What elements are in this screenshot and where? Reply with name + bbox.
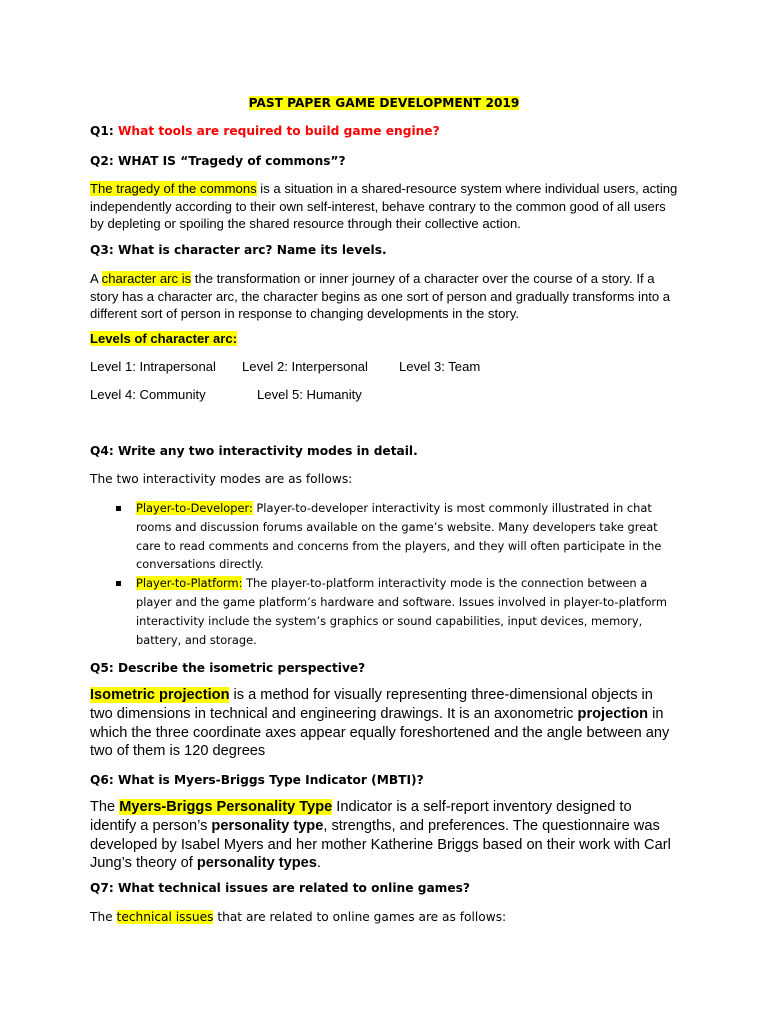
bullet-icon (116, 506, 121, 511)
answer-6-text-2: , strengths, and preferences. The questionnaire was developed by Isabel Myers and her mother Katherine Briggs based on their work with Carl Jung’s theory of (90, 817, 671, 872)
answer-3-highlight: character arc is (101, 271, 192, 286)
interactivity-modes-list (90, 499, 682, 649)
mode-name: Player-to-Developer: (136, 501, 253, 515)
answer-3 (90, 270, 678, 323)
answer-5-rest: in which the three coordinate axes appear equally foreshortened and the angle between any two of them is 120 degrees (90, 705, 670, 760)
answer-6-highlight: Myers-Briggs Personality Type (119, 799, 333, 815)
question-2: Q2: WHAT IS “Tragedy of commons”? (90, 154, 346, 168)
list-item (90, 499, 682, 574)
list-item (90, 574, 682, 649)
level-item: Level 1: Intrapersonal (90, 359, 216, 374)
question-6: Q6: What is Myers-Briggs Type Indicator (MBTI)? (90, 773, 424, 787)
question-7: Q7: What technical issues are related to online games? (90, 881, 470, 895)
answer-5 (90, 686, 678, 761)
levels-heading-text: Levels of character arc: (90, 331, 238, 346)
answer-6-prefix: The (90, 799, 120, 815)
mode-text: Player-to-developer interactivity is most commonly illustrated in chat rooms and discussion forums available on the game’s website. Many developers take great care to read comments and concerns from the players, and they will often participate in the conversations directly. (136, 501, 662, 572)
level-item: Level 5: Humanity (257, 387, 362, 402)
question-5: Q5: Describe the isometric perspective? (90, 661, 366, 675)
mode-name: Player-to-Platform: (136, 576, 243, 591)
answer-3-prefix: A (90, 271, 102, 286)
answer-5-bold: projection (577, 705, 649, 722)
answer-7-text: that are related to online games are as follows: (213, 910, 507, 924)
answer-2-highlight: The tragedy of the commons (90, 181, 257, 196)
levels-heading (90, 331, 678, 346)
answer-7-prefix: The (90, 910, 117, 924)
answer-5-text: is a method for visually representing three-dimensional objects in two dimensions in technical and engineering drawings. It is an axonometric (90, 687, 653, 722)
question-1-label: Q1: (90, 124, 114, 138)
answer-6-text: Indicator is a self-report inventory designed to identify a person’s (90, 799, 632, 834)
answer-6-end: . (316, 855, 321, 872)
document-title (0, 94, 768, 112)
level-item: Level 3: Team (399, 359, 481, 374)
question-1-text: What tools are required to build game engine? (117, 124, 440, 138)
answer-2 (90, 180, 678, 233)
answer-2-text: is a situation in a shared-resource system where individual users, acting independently according to their own self-interest, behave contrary to the common good of all users by depleting or spoiling the shared resource through their collective action. (90, 181, 678, 232)
question-3: Q3: What is character arc? Name its levels. (90, 243, 387, 257)
level-item: Level 4: Community (90, 387, 206, 402)
answer-3-text: the transformation or inner journey of a character over the course of a story. If a story has a character arc, the character begins as one sort of person and gradually transforms into a different sort of person in response to changing developments in the story. (90, 271, 671, 322)
answer-7-highlight: technical issues (116, 910, 214, 924)
level-item: Level 2: Interpersonal (242, 359, 368, 374)
answer-4-intro: The two interactivity modes are as follows: (90, 472, 353, 486)
document-title-text: PAST PAPER GAME DEVELOPMENT 2019 (248, 96, 520, 110)
answer-6 (90, 798, 678, 873)
answer-6-bold: personality type (211, 817, 324, 834)
question-1 (90, 124, 678, 138)
question-4: Q4: Write any two interactivity modes in detail. (90, 444, 418, 458)
answer-5-highlight: Isometric projection (90, 687, 230, 703)
answer-7 (90, 910, 678, 924)
bullet-icon (116, 581, 121, 586)
answer-6-bold-2: personality types (196, 855, 317, 872)
mode-text: The player-to-platform interactivity mode is the connection between a player and the game platform’s hardware and software. Issues involved in player-to-platform interactivity include the system’s graphics or sound capabilities, input devices, memory, battery, and storage. (136, 576, 667, 647)
